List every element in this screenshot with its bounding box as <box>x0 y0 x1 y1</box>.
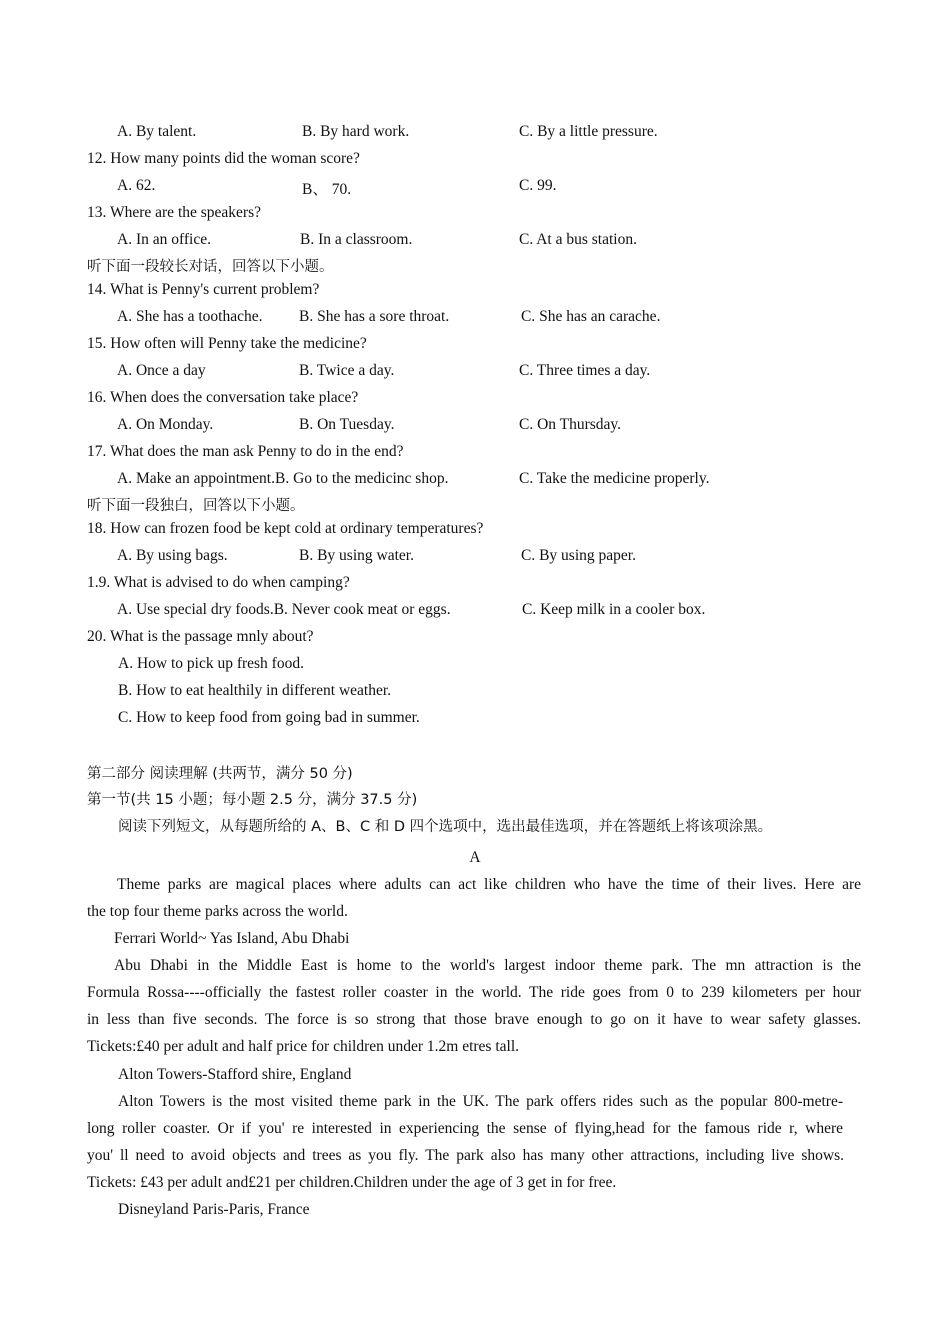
q17-option-ab: A. Make an appointment.B. Go to the medicinc shop. <box>117 470 449 487</box>
q17-stem: 17. What does the man ask Penny to do in the end? <box>87 443 404 460</box>
q13-options <box>0 231 950 253</box>
q14-option-c: C. She has an carache. <box>521 308 661 325</box>
q12-options <box>0 177 950 199</box>
q11-options <box>0 123 950 145</box>
q11-option-a: A. By talent. <box>117 123 197 140</box>
q19-stem: 1.9. What is advised to do when camping? <box>87 574 350 591</box>
q15-option-a: A. Once a day <box>117 362 206 379</box>
passage-line: Abu Dhabi in the Middle East is home to the world's largest indoor theme park. The mn attraction is the <box>114 957 861 974</box>
q14-option-a: A. She has a toothache. <box>117 308 263 325</box>
q11-option-c: C. By a little pressure. <box>519 123 658 140</box>
q13-option-b: B. In a classroom. <box>300 231 413 248</box>
q13-option-a: A. In an office. <box>117 231 211 248</box>
q15-stem: 15. How often will Penny take the medicine? <box>87 335 367 352</box>
passage-line: Tickets: £43 per adult and£21 per children.Children under the age of 3 get in for free. <box>87 1174 617 1191</box>
q13-stem: 13. Where are the speakers? <box>87 204 261 221</box>
q20-stem: 20. What is the passage mnly about? <box>87 628 314 645</box>
q15-options <box>0 362 950 384</box>
q16-options <box>0 416 950 438</box>
passage-line: in less than five seconds. The force is so strong that those brave enough to go on it have to wear safety glasses. <box>87 1011 861 1028</box>
q18-option-b: B. By using water. <box>299 547 414 564</box>
passage-line: the top four theme parks across the world. <box>87 903 348 920</box>
q17-option-c: C. Take the medicine properly. <box>519 470 710 487</box>
q16-option-c: C. On Thursday. <box>519 416 622 433</box>
section1-title: 第一节(共 15 小题；每小题 2.5 分，满分 37.5 分) <box>87 792 418 808</box>
q18-options <box>0 547 950 569</box>
passage-heading: Alton Towers-Stafford shire, England <box>118 1066 352 1083</box>
passage-line: Tickets:£40 per adult and half price for children under 1.2m etres tall. <box>87 1038 520 1055</box>
q20-option-b: B. How to eat healthily in different weather. <box>118 682 392 699</box>
q13-option-c: C. At a bus station. <box>519 231 637 248</box>
q19-options <box>0 601 950 623</box>
q16-option-a: A. On Monday. <box>117 416 214 433</box>
part2-title: 第二部分 阅读理解 (共两节，满分 50 分) <box>87 766 353 782</box>
q16-option-b: B. On Tuesday. <box>299 416 395 433</box>
passage-line: you' ll need to avoid objects and trees as you fly. The park also has many other attractions, including live shows. <box>87 1147 844 1164</box>
reading-instruction: 阅读下列短文，从每题所给的 A、B、C 和 D 四个选项中，选出最佳选项，并在答题纸上将该项涂黑。 <box>118 819 773 835</box>
instruction-monologue: 听下面一段独白，回答以下小题。 <box>87 498 305 514</box>
q11-option-b: B. By hard work. <box>302 123 410 140</box>
q12-option-a: A. 62. <box>117 177 156 194</box>
q18-stem: 18. How can frozen food be kept cold at ordinary temperatures? <box>87 520 484 537</box>
passage-label: A <box>469 849 481 866</box>
q12-option-c: C. 99. <box>519 177 557 194</box>
q18-option-c: C. By using paper. <box>521 547 636 564</box>
q16-stem: 16. When does the conversation take place? <box>87 389 359 406</box>
q17-options <box>0 470 950 492</box>
q12-stem: 12. How many points did the woman score? <box>87 150 360 167</box>
q14-option-b: B. She has a sore throat. <box>299 308 450 325</box>
passage-heading: Disneyland Paris-Paris, France <box>118 1201 310 1218</box>
q14-stem: 14. What is Penny's current problem? <box>87 281 320 298</box>
q19-option-ab: A. Use special dry foods.B. Never cook meat or eggs. <box>117 601 451 618</box>
passage-heading: Ferrari World~ Yas Island, Abu Dhabi <box>114 930 350 947</box>
instruction-long-dialogue: 听下面一段较长对话，回答以下小题。 <box>87 259 334 275</box>
q15-option-c: C. Three times a day. <box>519 362 651 379</box>
q20-option-a: A. How to pick up fresh food. <box>118 655 304 672</box>
passage-line: long roller coaster. Or if you' re interested in experiencing the sense of flying,head for the famous ride r, where <box>87 1120 843 1137</box>
q12-option-b: B、 70. <box>302 181 352 198</box>
passage-line: Formula Rossa----officially the fastest roller coaster in the world. The ride goes from 0 to 239 kilometers per hour <box>87 984 861 1001</box>
q19-option-c: C. Keep milk in a cooler box. <box>522 601 706 618</box>
q18-option-a: A. By using bags. <box>117 547 228 564</box>
q20-option-c: C. How to keep food from going bad in summer. <box>118 709 420 726</box>
passage-line: Theme parks are magical places where adults can act like children who have the time of their lives. Here are <box>117 876 861 893</box>
passage-line: Alton Towers is the most visited theme park in the UK. The park offers rides such as the popular 800-metre- <box>118 1093 843 1110</box>
q15-option-b: B. Twice a day. <box>299 362 395 379</box>
q14-options <box>0 308 950 330</box>
